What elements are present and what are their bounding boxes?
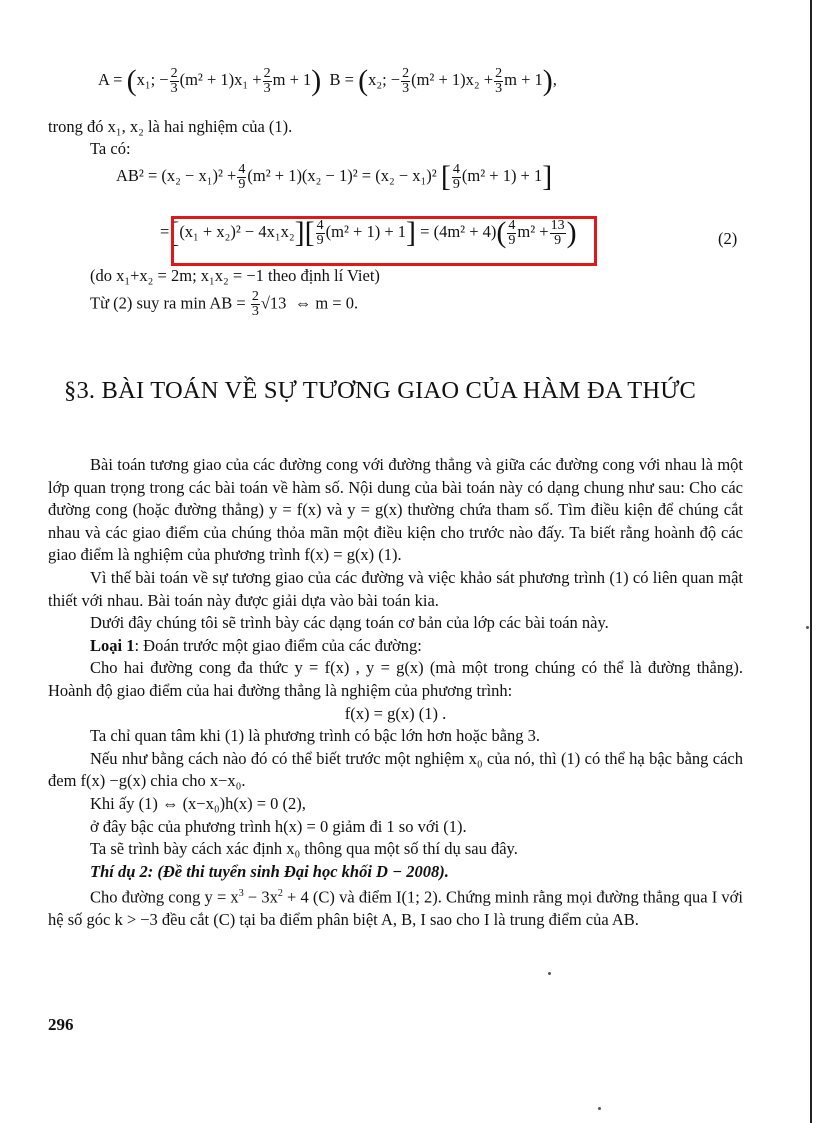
points-ab-formula: A = (x₁; − $\frac{2}{3}$ (m² + 1)x₁ + $\frac{2}{3}$ m + 1) B = (x₂; − $\frac{2}{3}$ (m² + 1)x₂ + $\frac{2}{3}$ m + 1), xyxy=(98,64,557,97)
paragraph: Bài toán tương giao của các đường cong với đường thẳng và giữa các đường cong với nhau là một lớp quan trọng trong các bài toán về hàm số. Nội dung của bài toán này có dạng chung như sau: Cho các đường cong (hoặc đường thẳng) y = f(x) và y = g(x) thường chứa tham số. Tìm điều kiện để chúng cắt nhau và các giao điểm của chúng thỏa mãn một điều kiện cho trước nào đấy. Ta biết rằng hoành độ các giao điểm là nghiệm của phương trình f(x) = g(x) (1). xyxy=(48,455,743,565)
section-heading: §3. BÀI TOÁN VỀ SỰ TƯƠNG GIAO CỦA HÀM ĐA THỨC xyxy=(64,377,697,404)
point-a-label: A = xyxy=(98,69,123,89)
fraction: $\frac{2}{3}$ xyxy=(170,65,178,96)
fraction: $\frac{2}{3}$ xyxy=(263,65,271,96)
paragraph: Khi ấy (1) ⇔ (x−x₀)h(x) = 0 (2), xyxy=(90,793,306,813)
point-a-end: m + 1 xyxy=(272,69,312,89)
point-b-label: B = xyxy=(329,69,354,89)
scan-speck xyxy=(598,1107,601,1110)
ab-squared-formula: AB² = (x₂ − x₁)² + $\frac{4}{9}$ (m² + 1)(x₂ − 1)² = (x₂ − x₁)² [ $\frac{4}{9}$ (m² + 1) + 1] xyxy=(116,160,553,193)
ta-co-label: Ta có: xyxy=(90,139,131,158)
paragraph: Vì thế bài toán về sự tương giao của các đường và việc khảo sát phương trình (1) có liên quan mật thiết với nhau. Bài toán này được giải dựa vào bài toán kia. xyxy=(48,567,743,610)
scan-edge-line xyxy=(810,0,812,1123)
fraction: $\frac{4}{9}$ xyxy=(508,217,516,248)
fraction: $\frac{2}{3}$ xyxy=(402,65,410,96)
equation-number: (2) xyxy=(718,229,738,248)
example-title: Thí dụ 2: (Đề thi tuyển sinh Đại học khối D − 2008). xyxy=(90,861,449,881)
paragraph: Cho đường cong $y = x^3 - 3x^2 + 4$ (C) và điểm I(1; 2). Chứng minh rằng mọi đường thẳng qua I với hệ số góc k > −3 đều cắt (C) tại ba điểm phân biệt A, B, I sao cho I là trung điểm của AB. xyxy=(48,887,743,930)
fraction: $\frac{4}{9}$ xyxy=(316,217,324,248)
fraction: $\frac{2}{3}$ xyxy=(495,65,503,96)
scan-speck xyxy=(806,626,809,629)
fraction: $\frac{13}{9}$ xyxy=(550,217,565,248)
fraction: $\frac{4}{9}$ xyxy=(452,161,460,192)
point-a-tail: (m² + 1)x₁ + xyxy=(179,69,262,89)
roots-note: trong đó x₁, x₂ là hai nghiệm của (1). xyxy=(48,117,293,136)
fraction: $\frac{4}{9}$ xyxy=(238,161,246,192)
paragraph: Cho hai đường cong đa thức y = f(x) , y = g(x) (mà một trong chúng có thể là đường thẳng). Hoành độ giao điểm của hai đường thẳng là nghiệm của phương trình: xyxy=(48,658,743,700)
ab-expanded-formula: =[(x₁ + x₂)² − 4x₁x₂][ $\frac{4}{9}$ (m² + 1) + 1] = (4m² + 4)( $\frac{4}{9}$ m² + $\frac{13}{9}$ ) xyxy=(160,216,577,249)
point-b-end: m + 1 xyxy=(504,69,543,89)
point-b-tail: (m² + 1)x₂ + xyxy=(411,69,494,89)
point-b-body: x₂; − xyxy=(368,69,401,89)
page-number: 296 xyxy=(48,1015,74,1034)
paragraph: Ta chỉ quan tâm khi (1) là phương trình có bậc lớn hơn hoặc bằng 3. xyxy=(90,726,541,746)
fraction: $\frac{2}{3}$ xyxy=(251,289,259,319)
point-a-body: x₁; − xyxy=(136,69,169,89)
body-text xyxy=(48,454,743,932)
paragraph: Nếu như bằng cách nào đó có thể biết trước một nghiệm x₀ của nó, thì (1) có thể hạ bậc bằng cách đem f(x) −g(x) chia cho x−x₀. xyxy=(48,748,743,791)
scan-speck xyxy=(548,972,551,975)
highlight-box[interactable] xyxy=(171,216,597,266)
paragraph: Ta sẽ trình bày cách xác định x₀ thông qua một số thí dụ sau đây. xyxy=(90,839,518,859)
paragraph: Loại 1: Đoán trước một giao điểm của các đường: xyxy=(90,635,422,655)
paragraph: ở đây bậc của phương trình h(x) = 0 giảm đi 1 so với (1). xyxy=(90,816,467,836)
viet-note: (do x₁+x₂ = 2m; x₁x₂ = −1 theo định lí Viet) xyxy=(90,266,380,285)
min-ab-line: Từ (2) suy ra min AB = $\frac{2}{3}$ √13 ⇔ m = 0. xyxy=(90,289,359,319)
paragraph: Dưới đây chúng tôi sẽ trình bày các dạng toán cơ bản của lớp các bài toán này. xyxy=(90,613,609,633)
centered-equation: f(x) = g(x) (1) . xyxy=(344,703,447,723)
